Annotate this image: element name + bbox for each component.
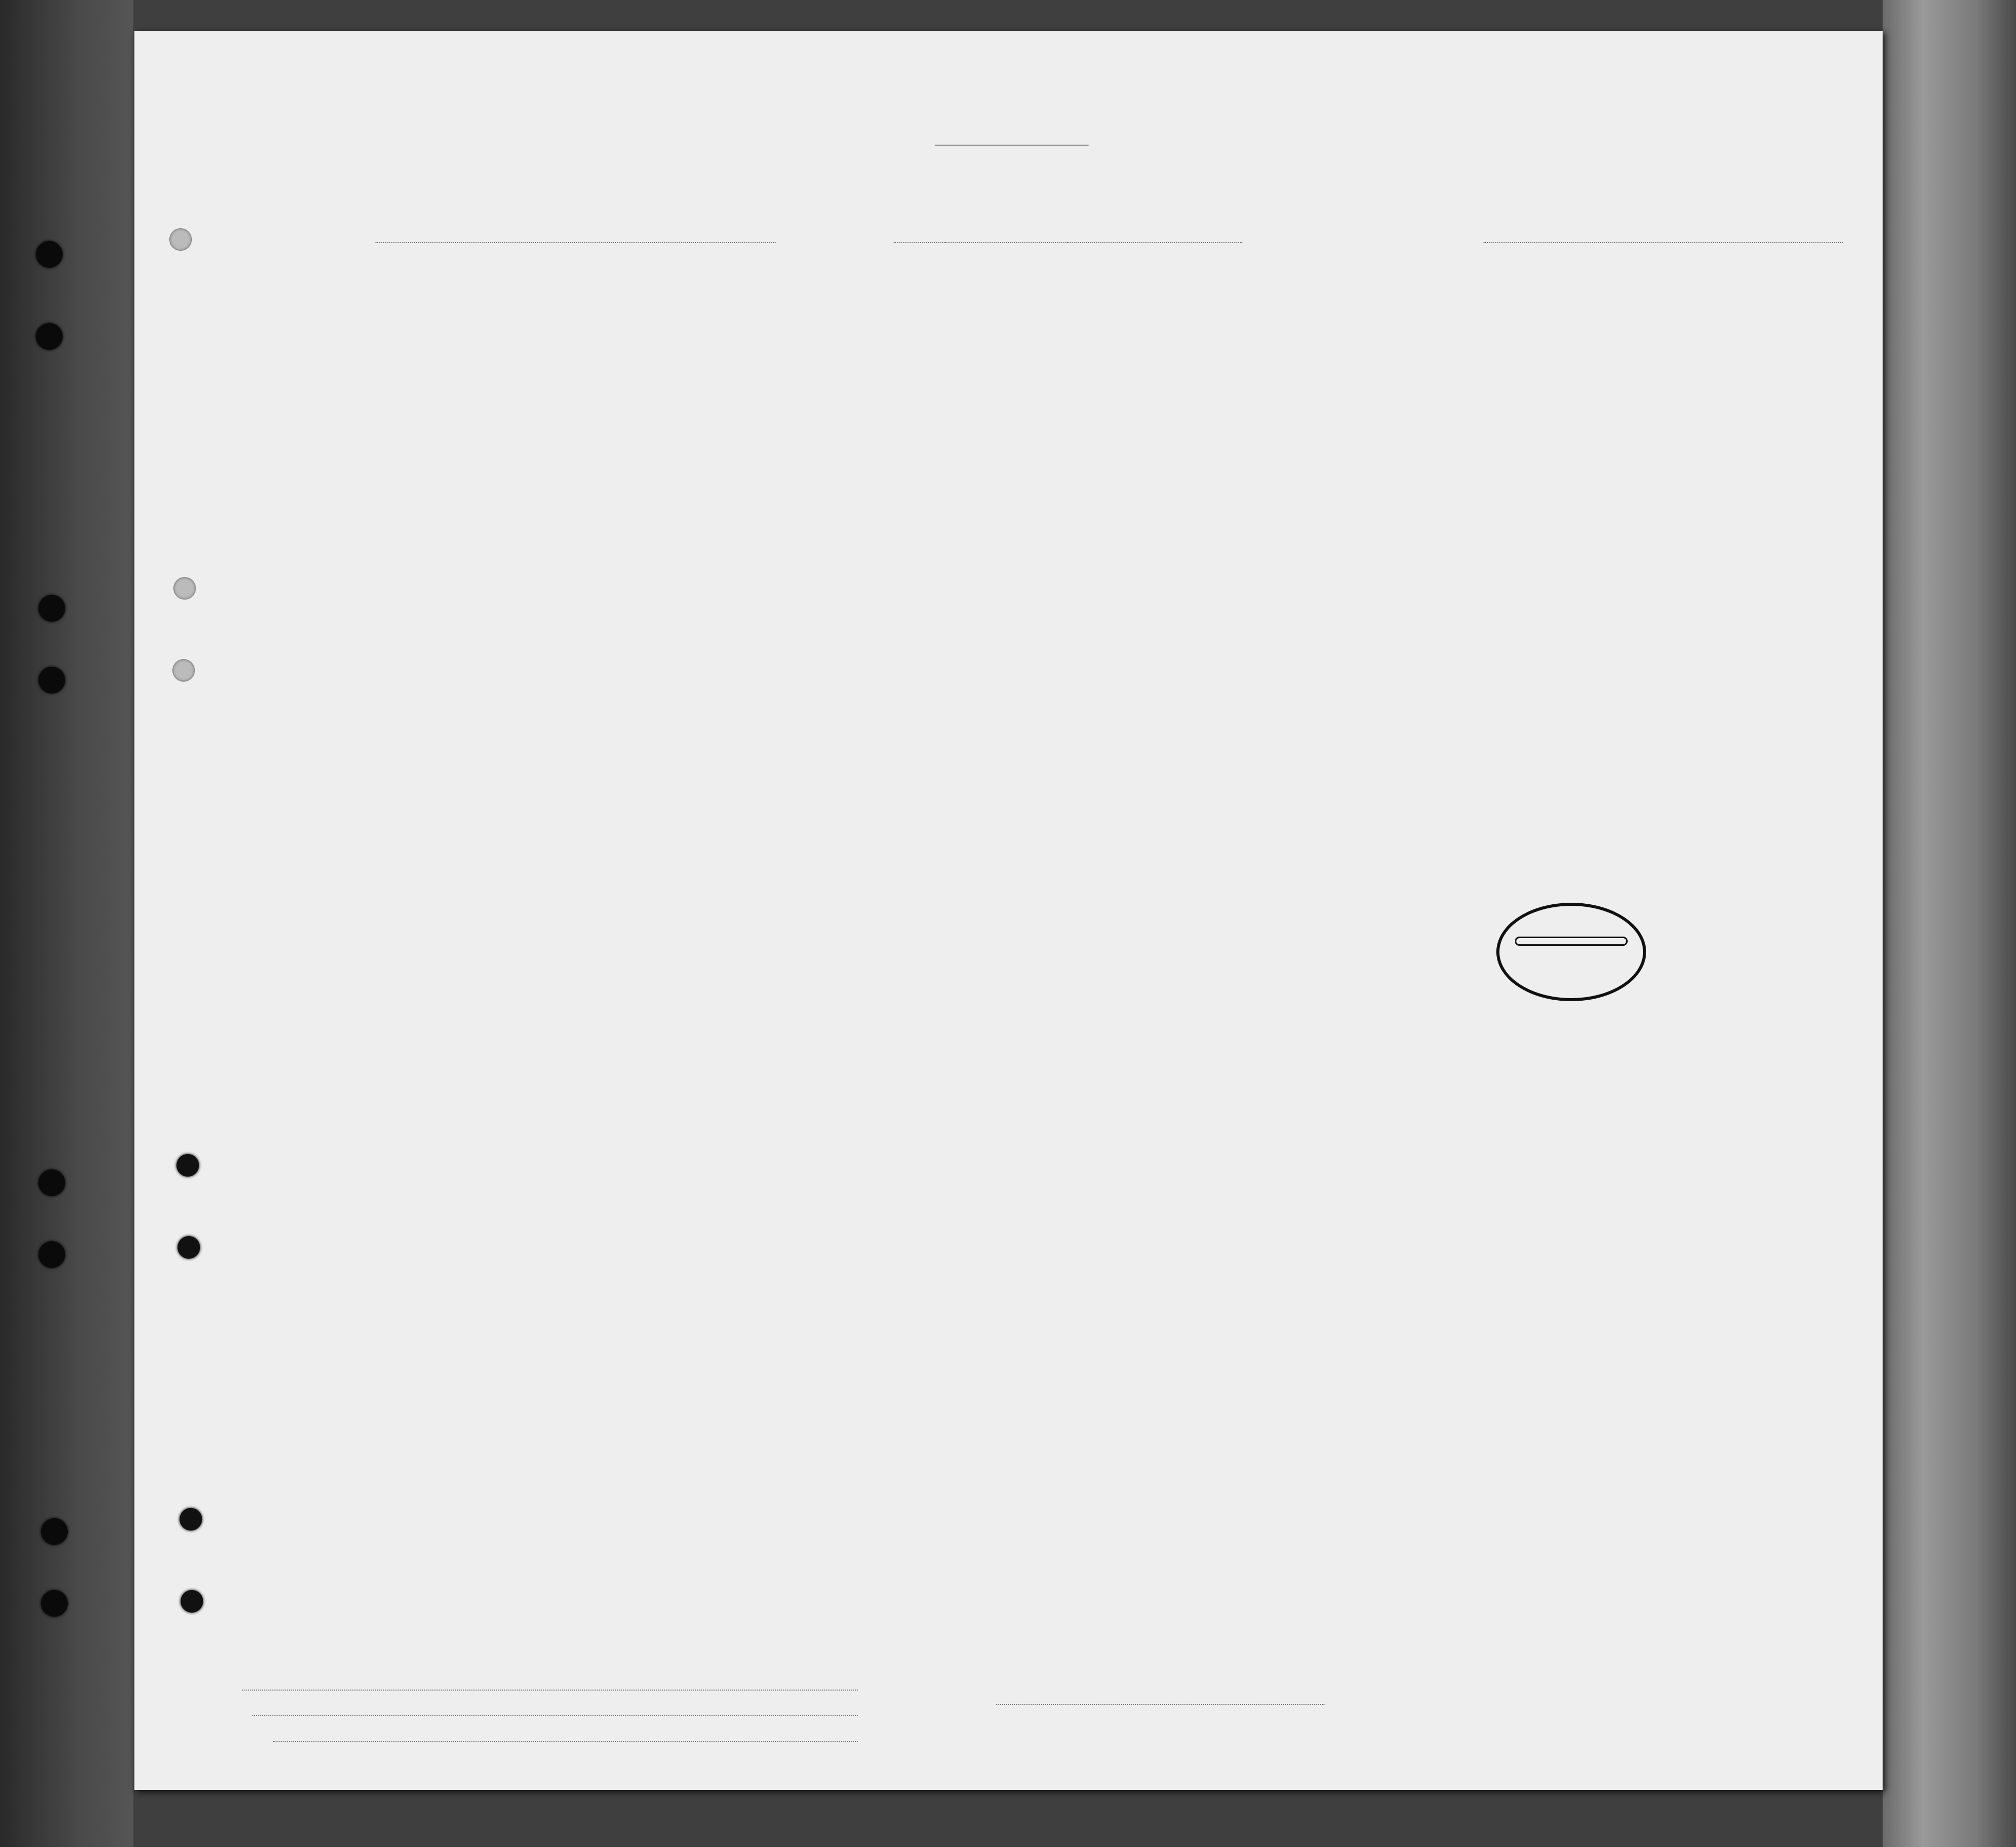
punch-hole — [38, 1169, 65, 1196]
footer-line-underline — [242, 1690, 858, 1691]
manifest-sheet — [134, 31, 1883, 1790]
punch-hole — [36, 241, 63, 268]
title-underline — [935, 145, 1089, 146]
punch-hole — [36, 323, 63, 350]
footer-owners-underline — [252, 1715, 858, 1716]
office-stamp — [1496, 903, 1646, 1001]
port-underline — [1484, 242, 1843, 243]
footer-agents-underline — [273, 1741, 858, 1742]
punch-hole — [176, 1154, 199, 1177]
punch-hole — [38, 595, 65, 622]
right-page-edge — [1883, 0, 2016, 1847]
punch-hole — [38, 1241, 65, 1268]
punch-hole — [172, 659, 195, 682]
binder-background — [0, 0, 133, 1847]
punch-hole — [173, 577, 196, 600]
punch-hole — [169, 228, 192, 251]
punch-hole — [38, 667, 65, 693]
punch-hole — [41, 1590, 68, 1617]
punch-hole — [180, 1508, 202, 1531]
date-underline — [945, 242, 1242, 243]
vessel-underline — [375, 242, 776, 243]
stamp-date — [1515, 937, 1628, 946]
inspector-underline — [996, 1704, 1325, 1705]
punch-hole — [41, 1518, 68, 1545]
punch-hole — [177, 1236, 200, 1259]
punch-hole — [181, 1590, 203, 1613]
